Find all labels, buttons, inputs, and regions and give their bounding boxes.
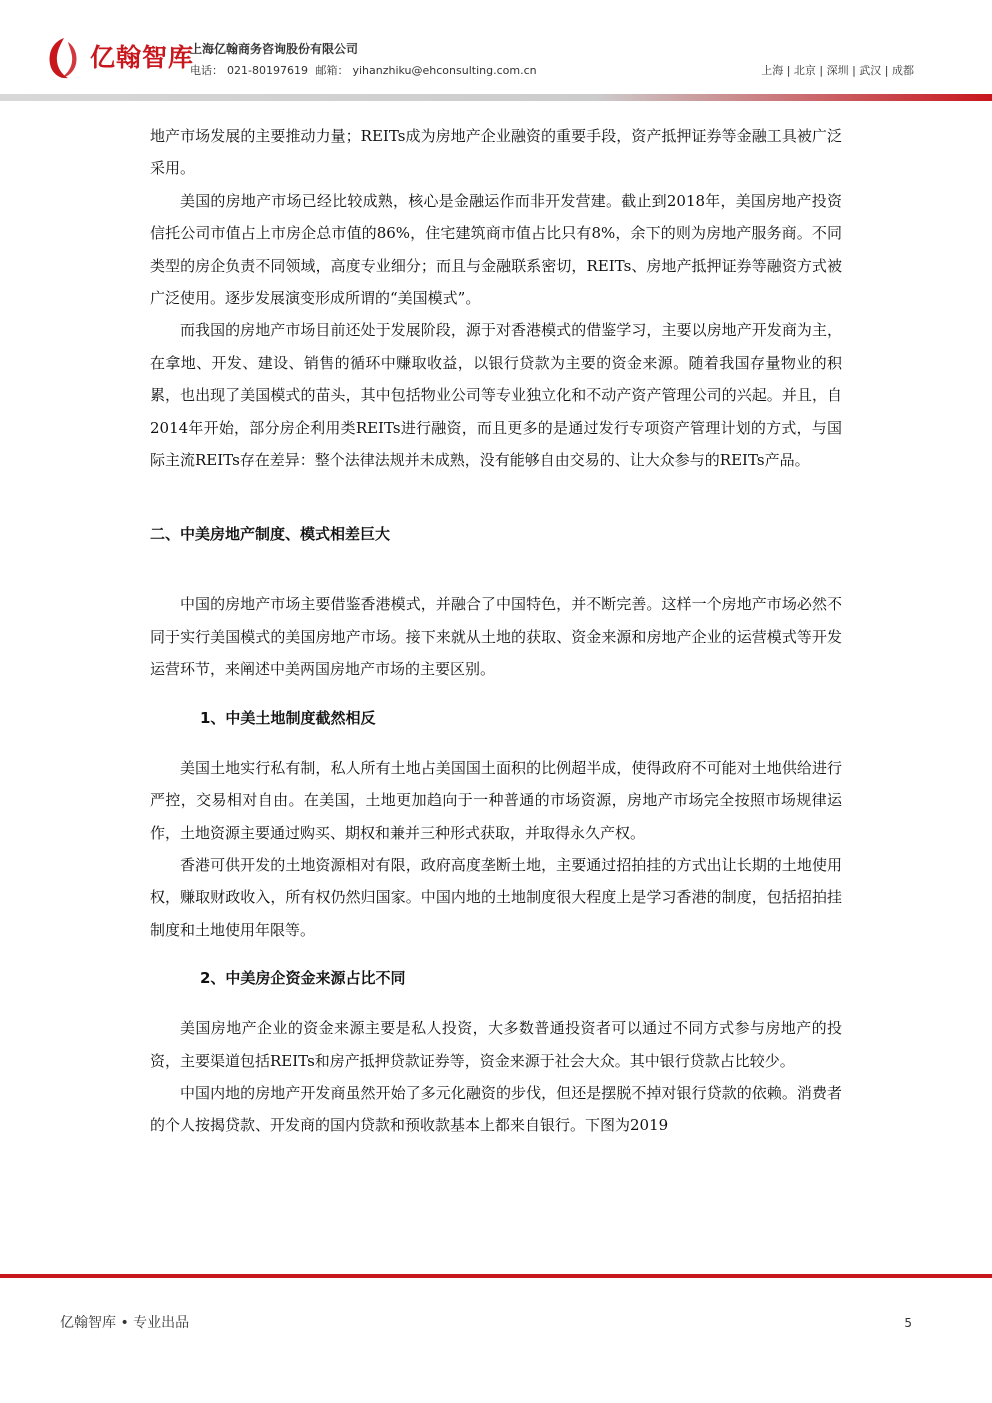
company-name: 上海亿翰商务咨询股份有限公司 <box>190 42 359 56</box>
contact-line <box>190 62 541 78</box>
paragraph: 美国土地实行私有制，私人所有土地占美国国土面积的比例超半成，使得政府不可能对土地供给进行严控，交易相对自由。在美国，土地更加趋向于一种普通的市场资源，房地产市场完全按照市场规律运作，土地资源主要通过购买、期权和兼并三种形式获取，并取得永久产权。 <box>150 758 842 842</box>
phone-number: 021-80197619 <box>227 64 308 77</box>
page-header <box>0 0 992 110</box>
phone-label: 电话： <box>190 64 223 77</box>
paragraph: 中国的房地产市场主要借鉴香港模式，并融合了中国特色，并不断完善。这样一个房地产市场必然不同于实行美国模式的美国房地产市场。接下来就从土地的获取、资金来源和房地产企业的运营模式等开发运营环节，来阐述中美两国房地产市场的主要区别。 <box>150 595 842 679</box>
email-label: 邮箱： <box>315 64 349 77</box>
paragraph: 中国内地的房地产开发商虽然开始了多元化融资的步伐，但还是摆脱不掉对银行贷款的依赖。消费者的个人按揭贷款、开发商的国内贷款和预收款基本上都来自银行。下图为2019 <box>150 1083 842 1135</box>
paragraph: 香港可供开发的土地资源相对有限，政府高度垄断土地，主要通过招拍挂的方式出让长期的土地使用权，赚取财政收入，所有权仍然归国家。中国内地的土地制度很大程度上是学习香港的制度，包括招拍挂制度和土地使用年限等。 <box>150 855 842 939</box>
document-body <box>150 120 842 1142</box>
paragraph: 美国房地产企业的资金来源主要是私人投资，大多数普通投资者可以通过不同方式参与房地产的投资，主要渠道包括REITs和房产抵押贷款证券等，资金来源于社会大众。其中银行贷款占比较少。 <box>150 1019 842 1070</box>
paragraph: 而我国的房地产市场目前还处于发展阶段，源于对香港模式的借鉴学习，主要以房地产开发商为主，在拿地、开发、建设、销售的循环中赚取收益，以银行贷款为主要的资金来源。随着我国存量物业的积累，也出现了美国模式的苗头，其中包括物业公司等专业独立化和不动产资产管理公司的兴起。并且，自2014年开始，部分房企利用类REITs进行融资，而且更多的是通过发行专项资产管理计划的方式，与国际主流REITs存在差异：整个法律法规并未成熟，没有能够自由交易的、让大众参与的REITs产品。 <box>150 321 842 470</box>
footer-text: 亿翰智库 • 专业出品 <box>60 1315 190 1331</box>
page-number: 5 <box>904 1316 912 1330</box>
section-heading: 二、中美房地产制度、模式相差巨大 <box>150 525 391 544</box>
paragraph: 地产市场发展的主要推动力量；REITs成为房地产企业融资的重要手段，资产抵押证券等金融工具被广泛采用。 <box>150 127 842 178</box>
paragraph: 美国的房地产市场已经比较成熟，核心是金融运作而非开发营建。截止到2018年，美国房地产投资信托公司市值占上市房企总市值的86%，住宅建筑商市值占比只有8%，余下的则为房地产服务商。不同类型的房企负责不同领域，高度专业细分；而且与金融联系密切，REITs、房地产抵押证券等融资方式被广泛使用。逐步发展演变形成所谓的“美国模式”。 <box>150 191 842 308</box>
office-cities: 上海 | 北京 | 深圳 | 武汉 | 成都 <box>761 64 914 77</box>
brand-name: 亿翰智库 <box>90 43 195 72</box>
yihan-logo-icon <box>44 36 84 80</box>
subsection-heading: 1、中美土地制度截然相反 <box>200 708 376 727</box>
header-divider <box>0 94 992 101</box>
footer-divider <box>0 1274 992 1278</box>
subsection-heading: 2、中美房企资金来源占比不同 <box>200 969 406 988</box>
email-address: yihanzhiku@ehconsulting.com.cn <box>352 64 537 77</box>
